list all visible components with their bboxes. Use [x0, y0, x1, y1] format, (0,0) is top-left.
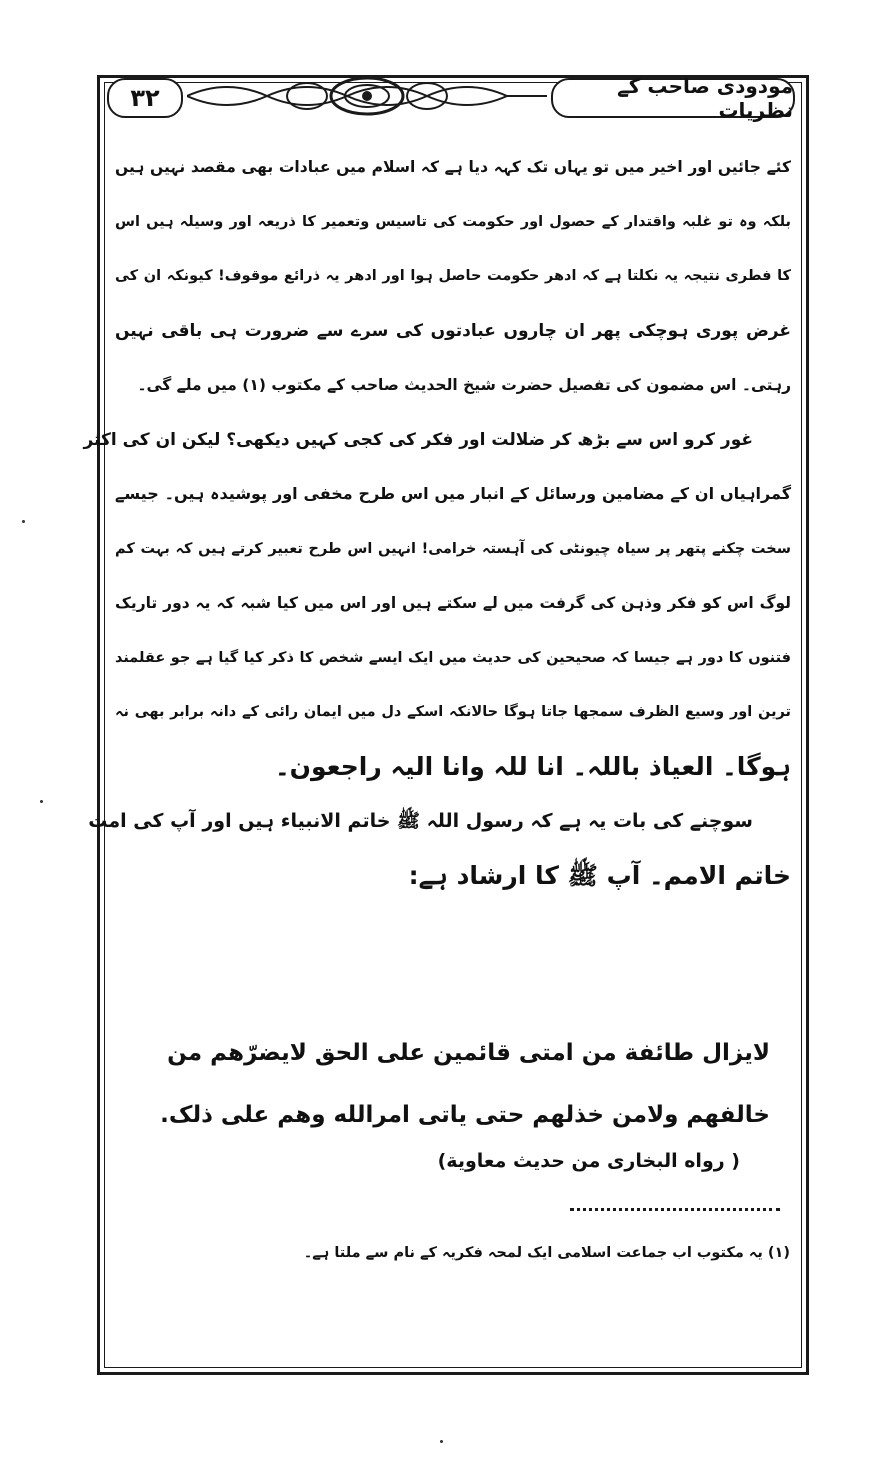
quote-line: خالفهم ولامن خذلهم حتی یاتی امرالله وهم علی ذلک. — [160, 1102, 770, 1128]
text-line: فتنوں کا دور ہے جیسا کہ صحیحین کی حدیث میں ایک ایسے شخص کا ذکر کیا گیا ہے جو عقلمند — [115, 649, 791, 666]
text-line: کا فطری نتیجہ یہ نکلتا ہے کہ ادھر حکومت حاصل ہوا اور ادھر یہ ذرائع موقوف! کیونکہ ان کی — [115, 268, 791, 284]
scan-speck — [40, 800, 43, 803]
page-header — [97, 72, 809, 120]
footnote: (۱) یہ مکتوب اب جماعت اسلامی ایک لمحہ فکریہ کے نام سے ملتا ہے۔ — [303, 1245, 790, 1261]
text-line: سخت چکنے پتھر پر سیاہ چیونٹی کی آہستہ خرامی! انہیں اس طرح تعبیر کرتے ہیں کہ بہت کم — [115, 540, 791, 557]
text-line: بلکہ وہ تو غلبہ واقتدار کے حصول اور حکومت کی تاسیس وتعمیر کا ذریعہ اور وسیلہ ہیں اس — [115, 213, 791, 230]
text-line: سوچنے کی بات یہ ہے کہ رسول اللہ ﷺ خاتم الانبیاء ہیں اور آپ کی امت — [88, 810, 753, 832]
text-line: خاتم الامم۔ آپ ﷺ کا ارشاد ہے: — [408, 860, 791, 890]
scan-speck — [440, 1440, 443, 1443]
text-line: غور کرو اس سے بڑھ کر ضلالت اور فکر کی کجی کہیں دیکھی؟ لیکن ان کی اکثر — [83, 429, 753, 450]
paragraph-3 — [88, 794, 791, 903]
text-line: لوگ اس کو فکر وذہن کی گرفت میں لے سکتے ہیں اور اس میں کیا شبہ کہ یہ دور تاریک — [115, 594, 791, 612]
footnote-divider — [570, 1208, 780, 1211]
hadith-quote — [150, 1022, 770, 1146]
quote-line: لایزال طائفة من امتی قائمین علی الحق لایضرّهم من — [167, 1040, 770, 1066]
text-line: گمراہیاں ان کے مضامین ورسائل کے انبار میں اس طرح مخفی اور پوشیدہ ہیں۔ جیسے — [115, 484, 791, 503]
hadith-citation: ( رواه البخاری من حدیث معاویة) — [437, 1150, 740, 1172]
page-number: ۳۲ — [107, 78, 183, 118]
paragraph-2 — [83, 413, 791, 795]
text-line: رہتی۔ اس مضمون کی تفصیل حضرت شیخ الحدیث صاحب کے مکتوب (۱) میں ملے گی۔ — [137, 376, 791, 394]
paragraph-1 — [115, 140, 791, 413]
text-line: غرض پوری ہوچکی پھر ان چاروں عبادتوں کی سرے سے ضرورت ہی باقی نہیں — [115, 320, 791, 341]
main-text — [83, 140, 791, 903]
text-line: ہوگا۔ العیاذ باللہ۔ انا للہ وانا الیہ راجعون۔ — [274, 751, 791, 781]
book-title: مودودی صاحب کے نظریات — [551, 78, 795, 118]
text-line: ترین اور وسیع الظرف سمجھا جاتا ہوگا حالانکہ اسکے دل میں ایمان رائی کے دانہ برابر بھی نہ — [115, 704, 791, 720]
ornament-icon — [187, 72, 547, 120]
scan-speck — [22, 520, 25, 523]
text-line: کئے جائیں اور اخیر میں تو یہاں تک کہہ دیا ہے کہ اسلام میں عبادات بھی مقصد نہیں ہیں — [115, 158, 791, 176]
